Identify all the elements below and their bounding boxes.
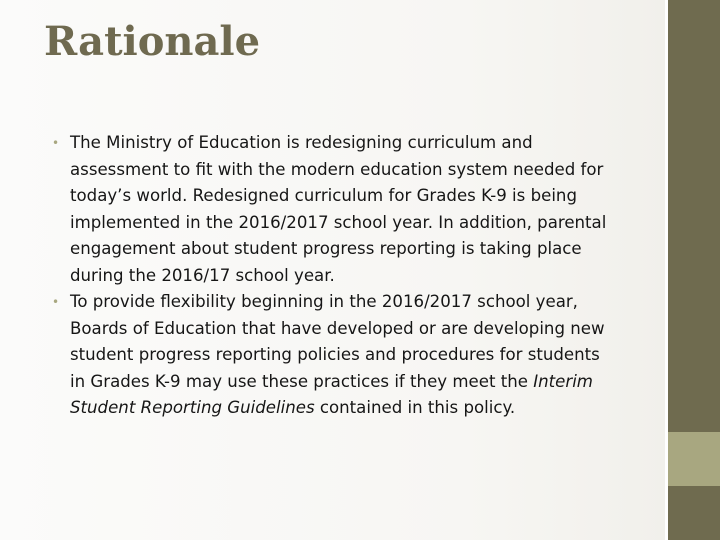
bullet-list xyxy=(52,130,612,422)
slide-title: Rationale xyxy=(44,18,261,65)
bullet-item-2 xyxy=(52,289,612,422)
right-sidebar-band xyxy=(668,0,720,540)
guidelines-title: Interim Student Reporting Guidelines xyxy=(70,371,593,417)
bullet-marker: • xyxy=(52,295,60,309)
bullet-text: To provide flexibility beginning in the 2016/2017 school year, Boards of Education that have developed or are developing new student progress reporting policies and procedures for students in Grades K-9 may use these practices if they meet the xyxy=(70,292,605,391)
bullet-item-1 xyxy=(52,130,612,289)
sidebar-accent-block xyxy=(668,432,720,486)
bullet-text: The Ministry of Education is redesigning curriculum and assessment to fit with the modern education system needed for today’s world. Redesigned curriculum for Grades K-9 is being implemented in the 2016/2017 school year. In addition, parental engagement about student progress reporting is taking place during the 2016/17 school year. xyxy=(70,133,607,285)
bullet-marker: • xyxy=(52,136,60,150)
bullet-text-tail: contained in this policy. xyxy=(314,398,516,417)
